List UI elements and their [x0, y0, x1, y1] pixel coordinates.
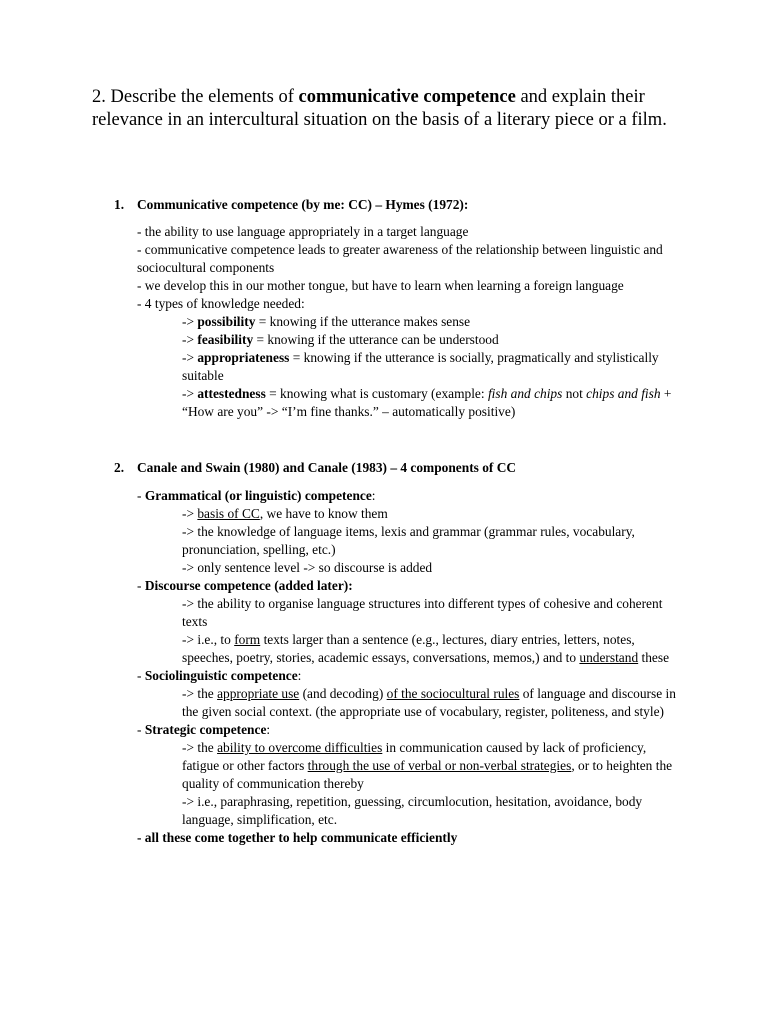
- knowledge-type-attestedness: [137, 385, 682, 421]
- underlined-text: form: [234, 632, 261, 647]
- term: feasibility: [197, 332, 254, 347]
- section-1-line-3: - we develop this in our mother tongue, but have to learn when learning a foreign language: [137, 278, 624, 293]
- underlined-text: of the sociocultural rules: [386, 686, 520, 701]
- text: -> the: [182, 740, 218, 755]
- underlined-text: through the use of verbal or non-verbal strategies: [307, 758, 572, 773]
- text: in communication caused by lack of proficiency, fatigue or other factors: [182, 740, 647, 773]
- knowledge-type-appropriateness: [137, 349, 682, 385]
- discourse-line-1: -> the ability to organise language structures into different types of cohesive and coherent texts: [182, 596, 663, 629]
- example-italic: fish and chips: [487, 386, 563, 401]
- arrow: ->: [182, 386, 198, 401]
- sociolinguistic-competence-title: [137, 667, 682, 685]
- text: , we have to know them: [259, 506, 388, 521]
- title: Sociolinguistic competence: [144, 668, 298, 683]
- grammatical-competence-title: [137, 487, 682, 505]
- section-2-heading: [114, 459, 516, 477]
- strategic-line-2: -> i.e., paraphrasing, repetition, guessing, circumlocution, hesitation, avoidance, body language, simplification, etc.: [182, 794, 643, 827]
- sociolinguistic-line-1: [137, 685, 682, 721]
- section-1-body: [137, 223, 682, 421]
- underlined-text: understand: [579, 650, 639, 665]
- knowledge-type-feasibility: [137, 331, 682, 349]
- question-text-start: 2. Describe the elements of: [92, 87, 299, 107]
- text: (and decoding): [299, 686, 387, 701]
- strategic-line-1: [137, 739, 682, 793]
- text: , or to heighten the quality of communication thereby: [182, 758, 673, 791]
- term: attestedness: [197, 386, 266, 401]
- underlined-text: basis of CC: [197, 506, 260, 521]
- dash: -: [137, 578, 145, 593]
- colon: :: [297, 668, 302, 683]
- colon: :: [266, 722, 271, 737]
- example-italic: chips and fish: [586, 386, 661, 401]
- arrow: ->: [182, 332, 198, 347]
- text: these: [638, 650, 670, 665]
- section-1-heading: [114, 196, 468, 214]
- text: texts larger than a sentence (e.g., lectures, diary entries, letters, notes, speeches, poetry, stories, academic essays, conversations, memos,) and to: [182, 632, 635, 665]
- definition: = knowing if the utterance can be understood: [253, 332, 499, 347]
- strategic-competence-title: [137, 721, 682, 739]
- text: -> the: [182, 686, 218, 701]
- section-1-line-4: - 4 types of knowledge needed:: [137, 296, 305, 311]
- question-emphasis: communicative competence: [298, 87, 516, 107]
- title: Discourse competence (added later):: [144, 578, 353, 593]
- discourse-competence-title: [137, 577, 682, 595]
- title: Grammatical (or linguistic) competence: [144, 488, 372, 503]
- summary-text: - all these come together to help communicate efficiently: [137, 830, 458, 845]
- term: possibility: [197, 314, 256, 329]
- term: appropriateness: [197, 350, 290, 365]
- underlined-text: appropriate use: [217, 686, 300, 701]
- knowledge-type-possibility: [137, 313, 682, 331]
- dash: -: [137, 488, 145, 503]
- colon: :: [371, 488, 376, 503]
- section-1-number: 1.: [114, 197, 125, 212]
- definition-end: + “How are you” -> “I’m fine thanks.” – automatically positive): [182, 386, 672, 419]
- definition: = knowing if the utterance is socially, pragmatically and stylistically suitable: [182, 350, 659, 383]
- section-1-line-2: - communicative competence leads to greater awareness of the relationship between linguistic and sociocultural components: [137, 242, 663, 275]
- section-2-heading-text: Canale and Swain (1980) and Canale (1983) – 4 components of CC: [137, 460, 517, 475]
- section-1-heading-text: Communicative competence (by me: CC) – Hymes (1972):: [137, 197, 469, 212]
- arrow: ->: [182, 350, 198, 365]
- text: ->: [182, 506, 198, 521]
- section-2-body: [137, 487, 682, 847]
- grammatical-line-3: -> only sentence level -> so discourse is added: [182, 560, 433, 575]
- summary-line: [137, 829, 682, 847]
- title: Strategic competence: [144, 722, 267, 737]
- question-title: [92, 86, 692, 131]
- section-1-line-1: - the ability to use language appropriately in a target language: [137, 224, 469, 239]
- section-2-number: 2.: [114, 460, 125, 475]
- text: -> i.e., to: [182, 632, 235, 647]
- question-text-end: and explain their relevance in an intercultural situation on the basis of a literary piece or a film.: [92, 87, 667, 130]
- grammatical-line-1: [137, 505, 682, 523]
- dash: -: [137, 722, 145, 737]
- underlined-text: ability to overcome difficulties: [217, 740, 383, 755]
- definition: = knowing what is customary (example:: [265, 386, 488, 401]
- definition: = knowing if the utterance makes sense: [255, 314, 471, 329]
- dash: -: [137, 668, 145, 683]
- definition-mid: not: [562, 386, 587, 401]
- discourse-line-2: [137, 631, 682, 667]
- text: of language and discourse in the given social context. (the appropriate use of vocabulary, register, politeness, and style): [182, 686, 676, 719]
- grammatical-line-2: -> the knowledge of language items, lexis and grammar (grammar rules, vocabulary, pronunciation, spelling, etc.): [182, 524, 635, 557]
- arrow: ->: [182, 314, 198, 329]
